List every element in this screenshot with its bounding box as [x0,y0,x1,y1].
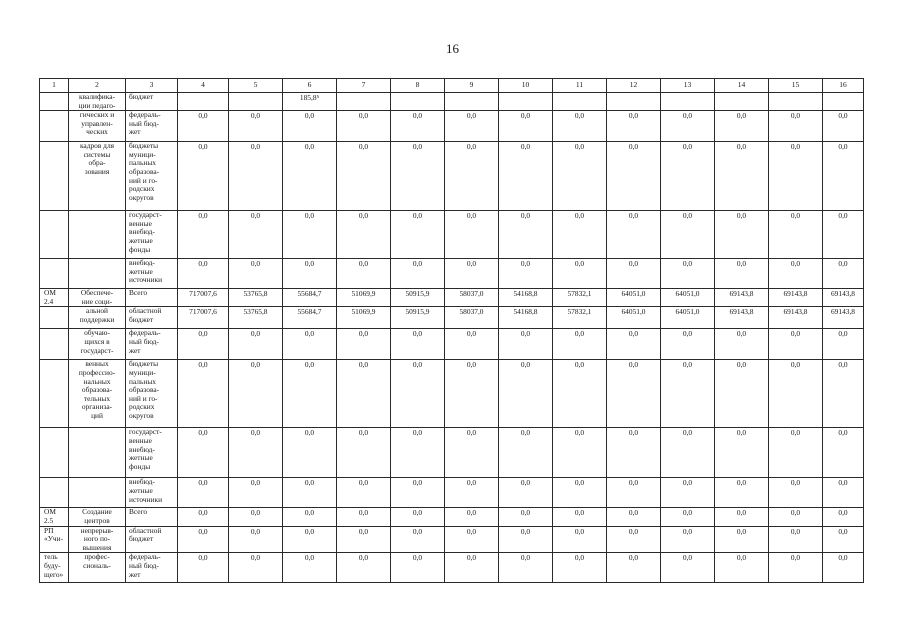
value-cell: 0,0 [178,553,229,583]
value-cell: 0,0 [553,478,607,508]
column-header: 12 [607,79,661,93]
value-cell: 0,0 [391,478,445,508]
value-cell: 0,0 [607,478,661,508]
value-cell: 0,0 [499,508,553,526]
value-cell: 0,0 [823,259,864,289]
column-header: 15 [769,79,823,93]
value-cell: 0,0 [283,553,337,583]
value-cell: 0,0 [715,360,769,428]
value-cell [391,93,445,111]
value-cell: 64051,0 [661,289,715,307]
value-cell: 69143,8 [823,307,864,329]
column-header: 5 [229,79,283,93]
table-row [40,307,864,329]
value-cell [769,93,823,111]
value-cell: 0,0 [229,360,283,428]
value-cell: 69143,8 [715,307,769,329]
value-cell: 0,0 [607,508,661,526]
funding-source-cell: бюджеты муници- пальных образова- ний и го- родских округов [126,142,178,211]
measure-name-cell: альной поддержки [69,307,126,329]
value-cell: 0,0 [823,526,864,553]
value-cell: 0,0 [553,553,607,583]
value-cell: 0,0 [769,360,823,428]
column-header: 6 [283,79,337,93]
value-cell: 0,0 [715,428,769,478]
column-header: 13 [661,79,715,93]
value-cell [178,93,229,111]
column-header: 14 [715,79,769,93]
column-header: 2 [69,79,126,93]
value-cell: 0,0 [499,259,553,289]
value-cell: 0,0 [391,211,445,259]
table-header [40,79,864,93]
funding-source-cell: бюджет [126,93,178,111]
value-cell: 0,0 [229,553,283,583]
value-cell: 0,0 [229,142,283,211]
value-cell: 69143,8 [769,289,823,307]
table-row [40,360,864,428]
funding-source-cell: Всего [126,289,178,307]
measure-code-cell [40,142,69,211]
value-cell: 0,0 [283,478,337,508]
value-cell: 0,0 [445,259,499,289]
value-cell: 0,0 [499,526,553,553]
value-cell: 0,0 [445,360,499,428]
value-cell: 53765,8 [229,289,283,307]
table-body [40,93,864,583]
table-row [40,259,864,289]
value-cell: 0,0 [607,142,661,211]
value-cell: 0,0 [607,111,661,142]
value-cell: 0,0 [178,329,229,360]
table-row [40,93,864,111]
value-cell: 0,0 [769,526,823,553]
measure-name-cell [69,259,126,289]
value-cell: 0,0 [715,526,769,553]
value-cell: 0,0 [229,259,283,289]
value-cell: 0,0 [391,329,445,360]
value-cell: 0,0 [178,111,229,142]
value-cell: 0,0 [607,329,661,360]
value-cell: 0,0 [283,428,337,478]
value-cell: 0,0 [769,142,823,211]
value-cell: 0,0 [229,329,283,360]
column-header: 11 [553,79,607,93]
column-header: 9 [445,79,499,93]
value-cell: 0,0 [823,428,864,478]
value-cell: 0,0 [661,360,715,428]
value-cell: 0,0 [607,553,661,583]
value-cell: 0,0 [499,360,553,428]
value-cell: 0,0 [283,329,337,360]
value-cell: 0,0 [607,360,661,428]
value-cell: 0,0 [661,142,715,211]
value-cell: 69143,8 [769,307,823,329]
value-cell: 0,0 [391,526,445,553]
value-cell: 0,0 [607,211,661,259]
column-header: 16 [823,79,864,93]
value-cell: 0,0 [283,526,337,553]
measure-name-cell: обучаю- щихся в государст- [69,329,126,360]
value-cell: 0,0 [769,111,823,142]
value-cell: 0,0 [499,428,553,478]
value-cell: 0,0 [607,259,661,289]
value-cell: 0,0 [337,360,391,428]
value-cell: 0,0 [769,478,823,508]
value-cell [553,93,607,111]
column-header: 8 [391,79,445,93]
value-cell: 0,0 [553,329,607,360]
funding-source-cell: внебюд- жетные источники [126,478,178,508]
value-cell: 0,0 [445,478,499,508]
value-cell: 0,0 [178,259,229,289]
value-cell: 0,0 [337,478,391,508]
value-cell: 0,0 [391,553,445,583]
measure-code-cell: тель буду- щего» [40,553,69,583]
funding-source-cell: государст- венные внебюд- жетные фонды [126,211,178,259]
value-cell: 0,0 [178,360,229,428]
value-cell [229,93,283,111]
table-row [40,526,864,553]
value-cell: 0,0 [391,508,445,526]
value-cell: 0,0 [661,478,715,508]
value-cell: 0,0 [337,508,391,526]
value-cell [499,93,553,111]
measure-code-cell [40,307,69,329]
measure-name-cell: Создание центров [69,508,126,526]
value-cell: 0,0 [553,211,607,259]
value-cell: 0,0 [715,553,769,583]
measure-code-cell [40,93,69,111]
table-row [40,329,864,360]
value-cell: 58037,0 [445,307,499,329]
value-cell [337,93,391,111]
value-cell [823,93,864,111]
value-cell: 0,0 [553,360,607,428]
column-header: 10 [499,79,553,93]
value-cell: 0,0 [445,329,499,360]
value-cell [715,93,769,111]
value-cell: 0,0 [445,553,499,583]
measure-name-cell [69,428,126,478]
value-cell: 0,0 [499,211,553,259]
column-header: 1 [40,79,69,93]
value-cell: 0,0 [445,142,499,211]
funding-source-cell: бюджеты муници- пальных образова- ний и го- родских округов [126,360,178,428]
value-cell: 0,0 [769,428,823,478]
value-cell: 0,0 [823,111,864,142]
value-cell: 0,0 [337,211,391,259]
value-cell: 69143,8 [823,289,864,307]
value-cell: 0,0 [553,142,607,211]
value-cell [661,93,715,111]
value-cell: 0,0 [499,478,553,508]
funding-source-cell: областной бюджет [126,307,178,329]
value-cell: 57832,1 [553,307,607,329]
value-cell: 53765,8 [229,307,283,329]
value-cell: 0,0 [229,211,283,259]
value-cell: 0,0 [337,259,391,289]
measure-name-cell [69,478,126,508]
column-header: 7 [337,79,391,93]
value-cell: 0,0 [715,259,769,289]
value-cell: 0,0 [283,360,337,428]
value-cell: 0,0 [337,553,391,583]
table-row [40,142,864,211]
value-cell: 0,0 [823,508,864,526]
value-cell: 50915,9 [391,307,445,329]
value-cell: 0,0 [445,526,499,553]
value-cell: 0,0 [445,428,499,478]
value-cell: 0,0 [823,329,864,360]
value-cell: 64051,0 [607,289,661,307]
value-cell: 0,0 [391,142,445,211]
value-cell: 0,0 [229,111,283,142]
table-row [40,111,864,142]
value-cell: 0,0 [391,111,445,142]
value-cell: 0,0 [553,526,607,553]
value-cell: 0,0 [715,508,769,526]
table-row [40,478,864,508]
measure-code-cell [40,478,69,508]
table-row [40,428,864,478]
measure-name-cell: профес- сиональ- [69,553,126,583]
value-cell: 0,0 [283,142,337,211]
value-cell: 0,0 [553,259,607,289]
measure-name-cell: квалифика- ции педаго- [69,93,126,111]
value-cell: 0,0 [445,111,499,142]
measure-code-cell [40,428,69,478]
value-cell: 0,0 [661,508,715,526]
measure-code-cell [40,329,69,360]
value-cell: 69143,8 [715,289,769,307]
value-cell: 0,0 [283,111,337,142]
value-cell: 0,0 [769,329,823,360]
value-cell: 0,0 [337,111,391,142]
value-cell: 0,0 [661,111,715,142]
value-cell: 54168,8 [499,307,553,329]
value-cell: 0,0 [769,259,823,289]
measure-name-cell [69,211,126,259]
value-cell [445,93,499,111]
funding-source-cell: внебюд- жетные источники [126,259,178,289]
value-cell: 0,0 [337,526,391,553]
measure-name-cell: гических и управлен- ческих [69,111,126,142]
value-cell: 58037,0 [445,289,499,307]
value-cell: 64051,0 [661,307,715,329]
value-cell: 717007,6 [178,307,229,329]
table-row [40,289,864,307]
funding-source-cell: государст- венные внебюд- жетные фонды [126,428,178,478]
value-cell: 0,0 [553,508,607,526]
value-cell: 0,0 [229,526,283,553]
value-cell: 57832,1 [553,289,607,307]
value-cell: 0,0 [661,211,715,259]
value-cell: 0,0 [661,553,715,583]
value-cell: 0,0 [661,259,715,289]
value-cell: 0,0 [823,142,864,211]
value-cell [607,93,661,111]
value-cell: 0,0 [553,111,607,142]
value-cell: 0,0 [715,111,769,142]
column-header: 4 [178,79,229,93]
measure-code-cell [40,211,69,259]
funding-source-cell: Всего [126,508,178,526]
value-cell: 0,0 [823,478,864,508]
value-cell: 0,0 [178,211,229,259]
value-cell: 0,0 [337,142,391,211]
value-cell: 0,0 [769,553,823,583]
funding-source-cell: федераль- ный бюд- жет [126,111,178,142]
value-cell: 54168,8 [499,289,553,307]
value-cell: 55684,7 [283,307,337,329]
value-cell: 0,0 [607,526,661,553]
value-cell: 55684,7 [283,289,337,307]
table-row [40,508,864,526]
value-cell: 0,0 [607,428,661,478]
value-cell: 0,0 [178,478,229,508]
funding-source-cell: областной бюджет [126,526,178,553]
value-cell: 0,0 [661,329,715,360]
measure-code-cell: РП «Учи- [40,526,69,553]
value-cell: 0,0 [391,259,445,289]
value-cell: 0,0 [715,142,769,211]
measure-code-cell [40,259,69,289]
funding-source-cell: федераль- ный бюд- жет [126,329,178,360]
measure-code-cell [40,111,69,142]
table-row [40,211,864,259]
value-cell: 0,0 [715,211,769,259]
funding-source-cell: федераль- ный бюд- жет [126,553,178,583]
value-cell: 0,0 [178,526,229,553]
value-cell: 0,0 [178,142,229,211]
measure-name-cell: Обеспече- ние соци- [69,289,126,307]
value-cell: 0,0 [178,508,229,526]
value-cell: 51069,9 [337,307,391,329]
value-cell: 0,0 [715,478,769,508]
value-cell: 0,0 [391,428,445,478]
value-cell: 0,0 [229,428,283,478]
table-row [40,553,864,583]
value-cell: 0,0 [229,478,283,508]
value-cell: 51069,9 [337,289,391,307]
value-cell: 0,0 [445,211,499,259]
value-cell: 0,0 [823,553,864,583]
value-cell: 0,0 [283,259,337,289]
value-cell: 0,0 [661,526,715,553]
value-cell: 0,0 [823,360,864,428]
measure-name-cell: непрерыв- ного по- вышения [69,526,126,553]
value-cell: 717007,6 [178,289,229,307]
value-cell: 0,0 [499,111,553,142]
value-cell: 64051,0 [607,307,661,329]
value-cell: 0,0 [178,428,229,478]
value-cell: 185,8⁵ [283,93,337,111]
measure-code-cell: ОМ 2.5 [40,508,69,526]
value-cell: 0,0 [553,428,607,478]
value-cell: 0,0 [283,508,337,526]
column-header: 3 [126,79,178,93]
measure-code-cell [40,360,69,428]
value-cell: 0,0 [229,508,283,526]
value-cell: 0,0 [445,508,499,526]
value-cell: 0,0 [499,142,553,211]
measure-code-cell: ОМ 2.4 [40,289,69,307]
value-cell: 50915,9 [391,289,445,307]
value-cell: 0,0 [283,211,337,259]
value-cell: 0,0 [769,508,823,526]
value-cell: 0,0 [823,211,864,259]
measure-name-cell: венных профессио- нальных образова- тельных организа- ций [69,360,126,428]
value-cell: 0,0 [769,211,823,259]
value-cell: 0,0 [499,553,553,583]
page-number: 16 [446,41,459,56]
measure-name-cell: кадров для системы обра- зования [69,142,126,211]
budget-table [39,78,864,583]
value-cell: 0,0 [391,360,445,428]
value-cell: 0,0 [715,329,769,360]
value-cell: 0,0 [337,428,391,478]
value-cell: 0,0 [337,329,391,360]
value-cell: 0,0 [499,329,553,360]
value-cell: 0,0 [661,428,715,478]
